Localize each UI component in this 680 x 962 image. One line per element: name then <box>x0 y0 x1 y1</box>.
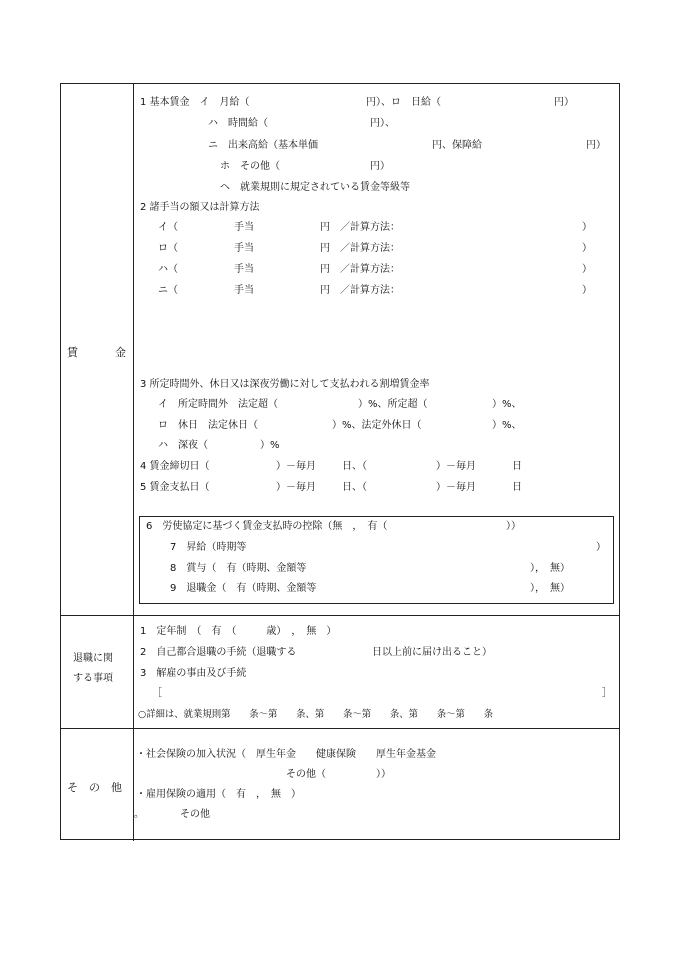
dismissal-line: 3 解雇の事由及び手続 <box>140 668 247 679</box>
allowance-item-calc: ／計算方法： <box>340 285 400 296</box>
basic-wage-line2-b: 円）、 <box>370 118 395 129</box>
other-mark: 。 <box>134 809 144 820</box>
wages-label-b: 金 <box>115 346 126 359</box>
other-label: そ の 他 <box>67 781 122 794</box>
wage-payday-c: 日、（ <box>342 482 367 493</box>
basic-wage-line4-a: ホ その他（ <box>220 161 280 172</box>
voluntary-retirement-a: 2 自己都合退職の手続（退職する <box>140 647 297 658</box>
premium-rate-header: 3 所定時間外、休日又は深夜労働に対して支払われる割増賃金率 <box>140 379 430 390</box>
allowance-item-close: ） <box>582 222 592 233</box>
retirement-content-cell <box>134 616 619 728</box>
allowance-item-name: 手当 <box>234 243 254 254</box>
wage-cutoff-d: ）－毎月 <box>436 461 476 472</box>
raise-line-a: 7 昇給（時期等 <box>170 542 247 553</box>
wage-cutoff-c: 日、（ <box>342 461 367 472</box>
social-insurance-other: その他（ ）） <box>286 769 391 780</box>
premium-night-a: ハ 深夜（ <box>158 440 208 451</box>
premium-overtime-b: ）%、所定超（ <box>358 399 428 410</box>
wages-label-a: 賃 <box>67 346 78 359</box>
labor-conditions-form <box>60 83 620 840</box>
allowance-item-close: ） <box>582 264 592 275</box>
bonus-line-b: ）， 無） <box>530 563 570 574</box>
other-label-cell <box>61 729 134 841</box>
work-rules-reference: ○詳細は、就業規則第 条～第 条、第 条～第 条、第 条～第 条 <box>138 709 494 720</box>
wage-payday-a: 5 賃金支払日（ <box>140 482 210 493</box>
allowance-item-label: ロ（ <box>158 243 178 254</box>
allowance-item-name: 手当 <box>234 285 254 296</box>
allowance-item-yen: 円 <box>320 264 330 275</box>
dismissal-bracket-open: ［ <box>152 688 162 699</box>
basic-wage-line3-c: 円） <box>586 140 606 151</box>
wage-payday-b: ）－毎月 <box>276 482 316 493</box>
wage-payday-e: 日 <box>512 482 522 493</box>
basic-wage-line1-b: 円）、ロ 日給（ <box>366 97 441 108</box>
other-line: その他 <box>180 809 210 820</box>
deduction-bonus-box <box>139 516 614 604</box>
premium-holiday-c: ）%、 <box>492 420 522 431</box>
premium-holiday-a: ロ 休日 法定休日（ <box>158 420 258 431</box>
social-insurance-line: ・社会保険の加入状況（ 厚生年金 健康保険 厚生年金基金 <box>136 749 436 760</box>
deduction-line: 6 労使協定に基づく賃金支払時の控除（無 ， 有（ <box>146 521 388 532</box>
retirement-label-cell <box>61 616 134 728</box>
wage-payday-d: ）－毎月 <box>436 482 476 493</box>
allowance-item-calc: ／計算方法： <box>340 264 400 275</box>
allowance-item-yen: 円 <box>320 243 330 254</box>
basic-wage-line1-c: 円） <box>554 97 574 108</box>
basic-wage-line4-b: 円） <box>370 161 390 172</box>
other-content-cell <box>134 729 619 841</box>
allowance-item-yen: 円 <box>320 222 330 233</box>
allowance-item-yen: 円 <box>320 285 330 296</box>
basic-wage-line5: ヘ 就業規則に規定されている賃金等級等 <box>220 182 410 193</box>
premium-overtime-c: ）%、 <box>492 399 522 410</box>
deduction-line-close: ）） <box>506 521 521 532</box>
allowance-item-label: ニ（ <box>158 285 178 296</box>
allowance-item-label: ハ（ <box>158 264 178 275</box>
basic-wage-line2-a: ハ 時間給（ <box>208 118 268 129</box>
basic-wage-line1-a: 1 基本賃金 イ 月給（ <box>140 97 250 108</box>
allowance-item-calc: ／計算方法： <box>340 222 400 233</box>
other-section <box>61 729 619 841</box>
retirement-age-line: 1 定年制 （ 有 （ 歳） ， 無 ） <box>140 626 337 637</box>
premium-holiday-b: ）%、法定外休日（ <box>332 420 422 431</box>
retirement-section <box>61 616 619 729</box>
severance-line-b: ）， 無） <box>530 583 570 594</box>
allowances-header: 2 諸手当の額又は計算方法 <box>140 202 260 213</box>
wage-cutoff-a: 4 賃金締切日（ <box>140 461 210 472</box>
allowance-item-name: 手当 <box>234 264 254 275</box>
wages-section <box>61 84 619 616</box>
retirement-label-a: 退職に関 <box>73 653 113 664</box>
wage-cutoff-b: ）－毎月 <box>276 461 316 472</box>
allowance-item-close: ） <box>582 243 592 254</box>
bonus-line-a: 8 賞与（ 有（時期、金額等 <box>170 563 307 574</box>
allowance-item-close: ） <box>582 285 592 296</box>
voluntary-retirement-b: 日以上前に届け出ること） <box>372 647 492 658</box>
basic-wage-line3-a: ニ 出来高給（基本単価 <box>208 140 318 151</box>
allowance-item-name: 手当 <box>234 222 254 233</box>
wages-content-cell <box>134 84 619 615</box>
retirement-label-b: する事項 <box>73 673 113 684</box>
severance-line-a: 9 退職金（ 有（時期、金額等 <box>170 583 317 594</box>
allowance-item-label: イ（ <box>158 222 178 233</box>
wage-cutoff-e: 日 <box>512 461 522 472</box>
premium-overtime-a: イ 所定時間外 法定超（ <box>158 399 278 410</box>
raise-line-b: ） <box>596 542 606 553</box>
premium-night-b: ）% <box>260 440 280 451</box>
employment-insurance-line: ・雇用保険の適用（ 有 ， 無 ） <box>136 789 301 800</box>
allowance-item-calc: ／計算方法： <box>340 243 400 254</box>
wages-label-cell <box>61 84 134 615</box>
basic-wage-line3-b: 円、保障給 <box>432 140 482 151</box>
dismissal-bracket-close: ］ <box>602 688 612 699</box>
